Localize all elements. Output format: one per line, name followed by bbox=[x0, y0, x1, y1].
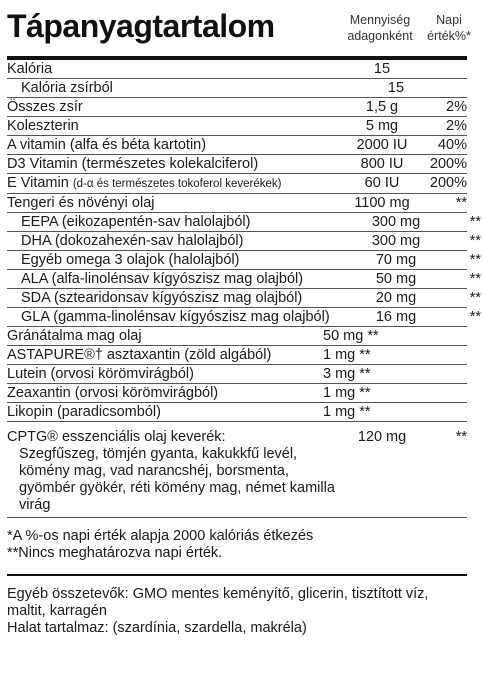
nutrient-dv: ** bbox=[469, 252, 481, 268]
nutrient-dv: ** bbox=[455, 195, 467, 211]
footnote-daily-value: *A %-os napi érték alapja 2000 kalóriás étkezés bbox=[7, 528, 314, 544]
table-row bbox=[7, 60, 467, 79]
daily-value-column-header: Napi érték%* bbox=[427, 13, 471, 43]
table-row bbox=[7, 194, 467, 213]
nutrient-name: Kalória zsírból bbox=[21, 80, 113, 96]
nutrient-amount: 1100 mg bbox=[354, 195, 410, 211]
table-row bbox=[7, 346, 467, 365]
allergen-statement: Halat tartalmaz: (szardínia, szardella, makréla) bbox=[7, 620, 307, 636]
nutrient-amount: 60 IU bbox=[364, 175, 400, 191]
table-row bbox=[7, 98, 467, 117]
nutrient-amount: 300 mg bbox=[371, 233, 421, 249]
nutrient-name-main: E Vitamin bbox=[7, 175, 69, 191]
table-row bbox=[7, 327, 467, 346]
nutrient-name-detail: (d-α és természetes tokoferol keverékek) bbox=[72, 178, 282, 190]
panel-title: Tápanyagtartalom bbox=[7, 8, 275, 44]
nutrient-dv: ** bbox=[469, 233, 481, 249]
nutrient-amount: 1 mg ** bbox=[323, 347, 371, 363]
nutrient-dv: ** bbox=[469, 290, 481, 306]
nutrient-amount: 70 mg bbox=[375, 252, 417, 268]
blend-ingredients: Szegfűszeg, tömjén gyanta, kakukkfű levél, kömény mag, vad narancshéj, borsmenta, gyömbér gyökér, réti kömény mag, német kamilla virág bbox=[19, 446, 335, 513]
nutrient-name bbox=[7, 175, 339, 193]
nutrient-amount: 1 mg ** bbox=[323, 385, 371, 401]
nutrient-name: Lutein (orvosi körömvirágból) bbox=[7, 366, 194, 382]
table-row bbox=[7, 213, 481, 232]
nutrient-amount: 50 mg ** bbox=[323, 328, 379, 344]
table-row bbox=[7, 308, 481, 327]
nutrient-name: Kalória bbox=[7, 61, 53, 77]
essential-oil-blend bbox=[7, 428, 467, 518]
nutrient-name: Likopin (paradicsomból) bbox=[7, 404, 161, 420]
nutrient-dv: ** bbox=[469, 271, 481, 287]
nutrient-amount: 15 bbox=[373, 61, 391, 77]
table-row bbox=[7, 174, 467, 194]
nutrient-name: D3 Vitamin (természetes kolekalciferol) bbox=[7, 156, 259, 172]
nutrient-name: Gránátalma mag olaj bbox=[7, 328, 142, 344]
nutrient-name: Összes zsír bbox=[7, 99, 83, 115]
nutrient-dv: 2% bbox=[446, 99, 467, 115]
nutrient-name: EEPA (eikozapentén-sav halolajból) bbox=[21, 214, 251, 230]
nutrient-name: ALA (alfa-linolénsav kígyószisz mag olajból) bbox=[21, 271, 304, 287]
blend-dv: ** bbox=[455, 429, 467, 445]
blend-name: CPTG® esszenciális olaj keverék: bbox=[7, 429, 226, 445]
table-row bbox=[7, 155, 467, 174]
nutrient-amount: 50 mg bbox=[375, 271, 417, 287]
nutrient-dv: 200% bbox=[429, 175, 467, 191]
table-row bbox=[7, 365, 467, 384]
table-row bbox=[7, 384, 467, 403]
blend-amount: 120 mg bbox=[357, 429, 407, 445]
nutrient-name: Egyéb omega 3 olajok (halolajból) bbox=[21, 252, 240, 268]
nutrient-amount: 20 mg bbox=[375, 290, 417, 306]
nutrient-name: GLA (gamma-linolénsav kígyószisz mag olajból) bbox=[21, 309, 330, 325]
footer-divider bbox=[7, 574, 467, 576]
footnotes bbox=[7, 528, 467, 562]
nutrient-amount: 1,5 g bbox=[365, 99, 399, 115]
nutrient-dv: 40% bbox=[437, 137, 467, 153]
nutrient-name: ASTAPURE®† asztaxantin (zöld algából) bbox=[7, 347, 272, 363]
table-row bbox=[7, 251, 481, 270]
table-row bbox=[7, 136, 467, 155]
table-row bbox=[7, 232, 481, 251]
ingredients-section bbox=[7, 586, 467, 637]
footnote-not-established: **Nincs meghatározva napi érték. bbox=[7, 545, 223, 561]
nutrient-name: Zeaxantin (orvosi körömvirágból) bbox=[7, 385, 219, 401]
nutrient-dv: 2% bbox=[446, 118, 467, 134]
nutrient-amount: 16 mg bbox=[375, 309, 417, 325]
nutrient-amount: 5 mg bbox=[365, 118, 399, 134]
nutrient-amount: 300 mg bbox=[371, 214, 421, 230]
table-row bbox=[7, 403, 467, 422]
table-row bbox=[7, 289, 481, 308]
nutrient-dv: ** bbox=[469, 214, 481, 230]
table-row bbox=[7, 79, 467, 98]
table-row bbox=[7, 270, 481, 289]
nutrient-amount: 3 mg ** bbox=[323, 366, 371, 382]
nutrient-amount: 800 IU bbox=[360, 156, 404, 172]
nutrient-amount: 2000 IU bbox=[356, 137, 408, 153]
nutrient-dv: ** bbox=[469, 309, 481, 325]
nutrient-name: SDA (sztearidonsav kígyószisz mag olajból) bbox=[21, 290, 303, 306]
nutrient-name: Koleszterin bbox=[7, 118, 79, 134]
nutrient-name: DHA (dokozahexén-sav halolajból) bbox=[21, 233, 244, 249]
nutrient-amount: 1 mg ** bbox=[323, 404, 371, 420]
nutrient-amount: 15 bbox=[387, 80, 405, 96]
nutrient-name: A vitamin (alfa és béta kartotin) bbox=[7, 137, 207, 153]
table-row bbox=[7, 117, 467, 136]
nutrient-dv: 200% bbox=[429, 156, 467, 172]
panel-header bbox=[7, 0, 471, 56]
nutrient-name: Tengeri és növényi olaj bbox=[7, 195, 155, 211]
other-ingredients: Egyéb összetevők: GMO mentes keményítő, glicerin, tisztított víz, maltit, karragén bbox=[7, 586, 429, 619]
amount-column-header: Mennyiség adagonként bbox=[347, 13, 413, 43]
